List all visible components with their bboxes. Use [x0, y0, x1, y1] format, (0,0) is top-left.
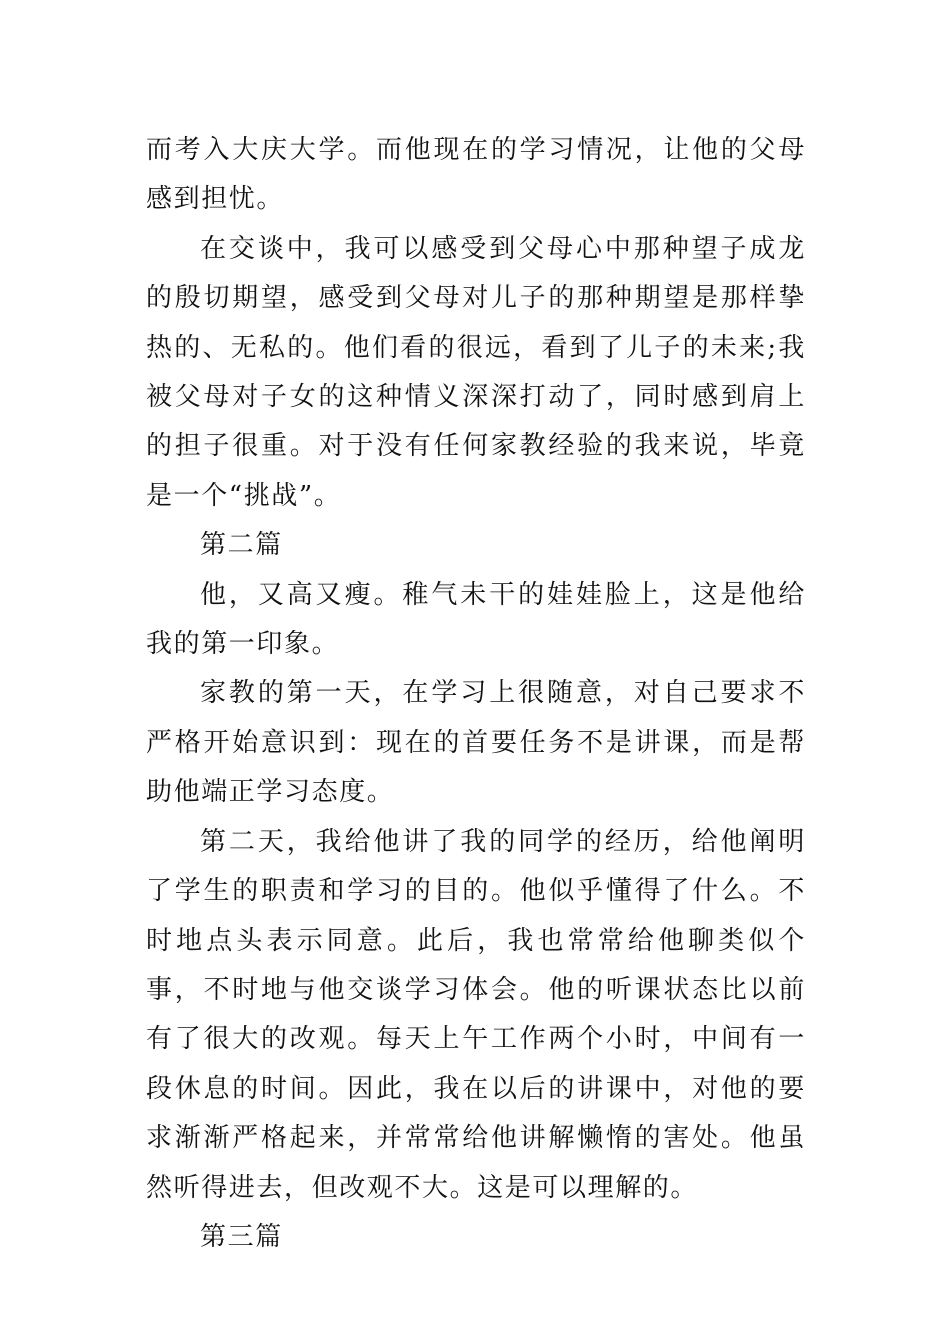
paragraph-conversation: 在交谈中，我可以感受到父母心中那种望子成龙的殷切期望，感受到父母对儿子的那种期望是那样挚热的、无私的。他们看的很远，看到了儿子的未来;我被父母对子女的这种情义深深打动了，同时感到肩上的担子很重。对于没有任何家教经验的我来说，毕竟是一个“挑战”。: [146, 233, 806, 511]
paragraph-second-day: 第二天，我给他讲了我的同学的经历，给他阐明了学生的职责和学习的目的。他似乎懂得了什么。不时地点头表示同意。此后，我也常常给他聊类似个事，不时地与他交谈学习体会。他的听课状态比以前有了很大的改观。每天上午工作两个小时，中间有一段休息的时间。因此，我在以后的讲课中，对他的要求渐渐严格起来，并常常给他讲解懒惰的害处。他虽然听得进去，但改观不大。这是可以理解的。: [146, 826, 806, 1203]
paragraph-first-day: 家教的第一天，在学习上很随意，对自己要求不严格开始意识到：现在的首要任务不是讲课，而是帮助他端正学习态度。: [146, 678, 806, 808]
section-heading-3: 第三篇: [200, 1221, 283, 1252]
section-heading-2: 第二篇: [200, 530, 283, 561]
document-body: [146, 126, 806, 1262]
paragraph-continuation: 而考入大庆大学。而他现在的学习情况，让他的父母感到担忧。: [146, 135, 806, 215]
paragraph-first-impression: 他，又高又瘦。稚气未干的娃娃脸上，这是他给我的第一印象。: [146, 579, 806, 660]
